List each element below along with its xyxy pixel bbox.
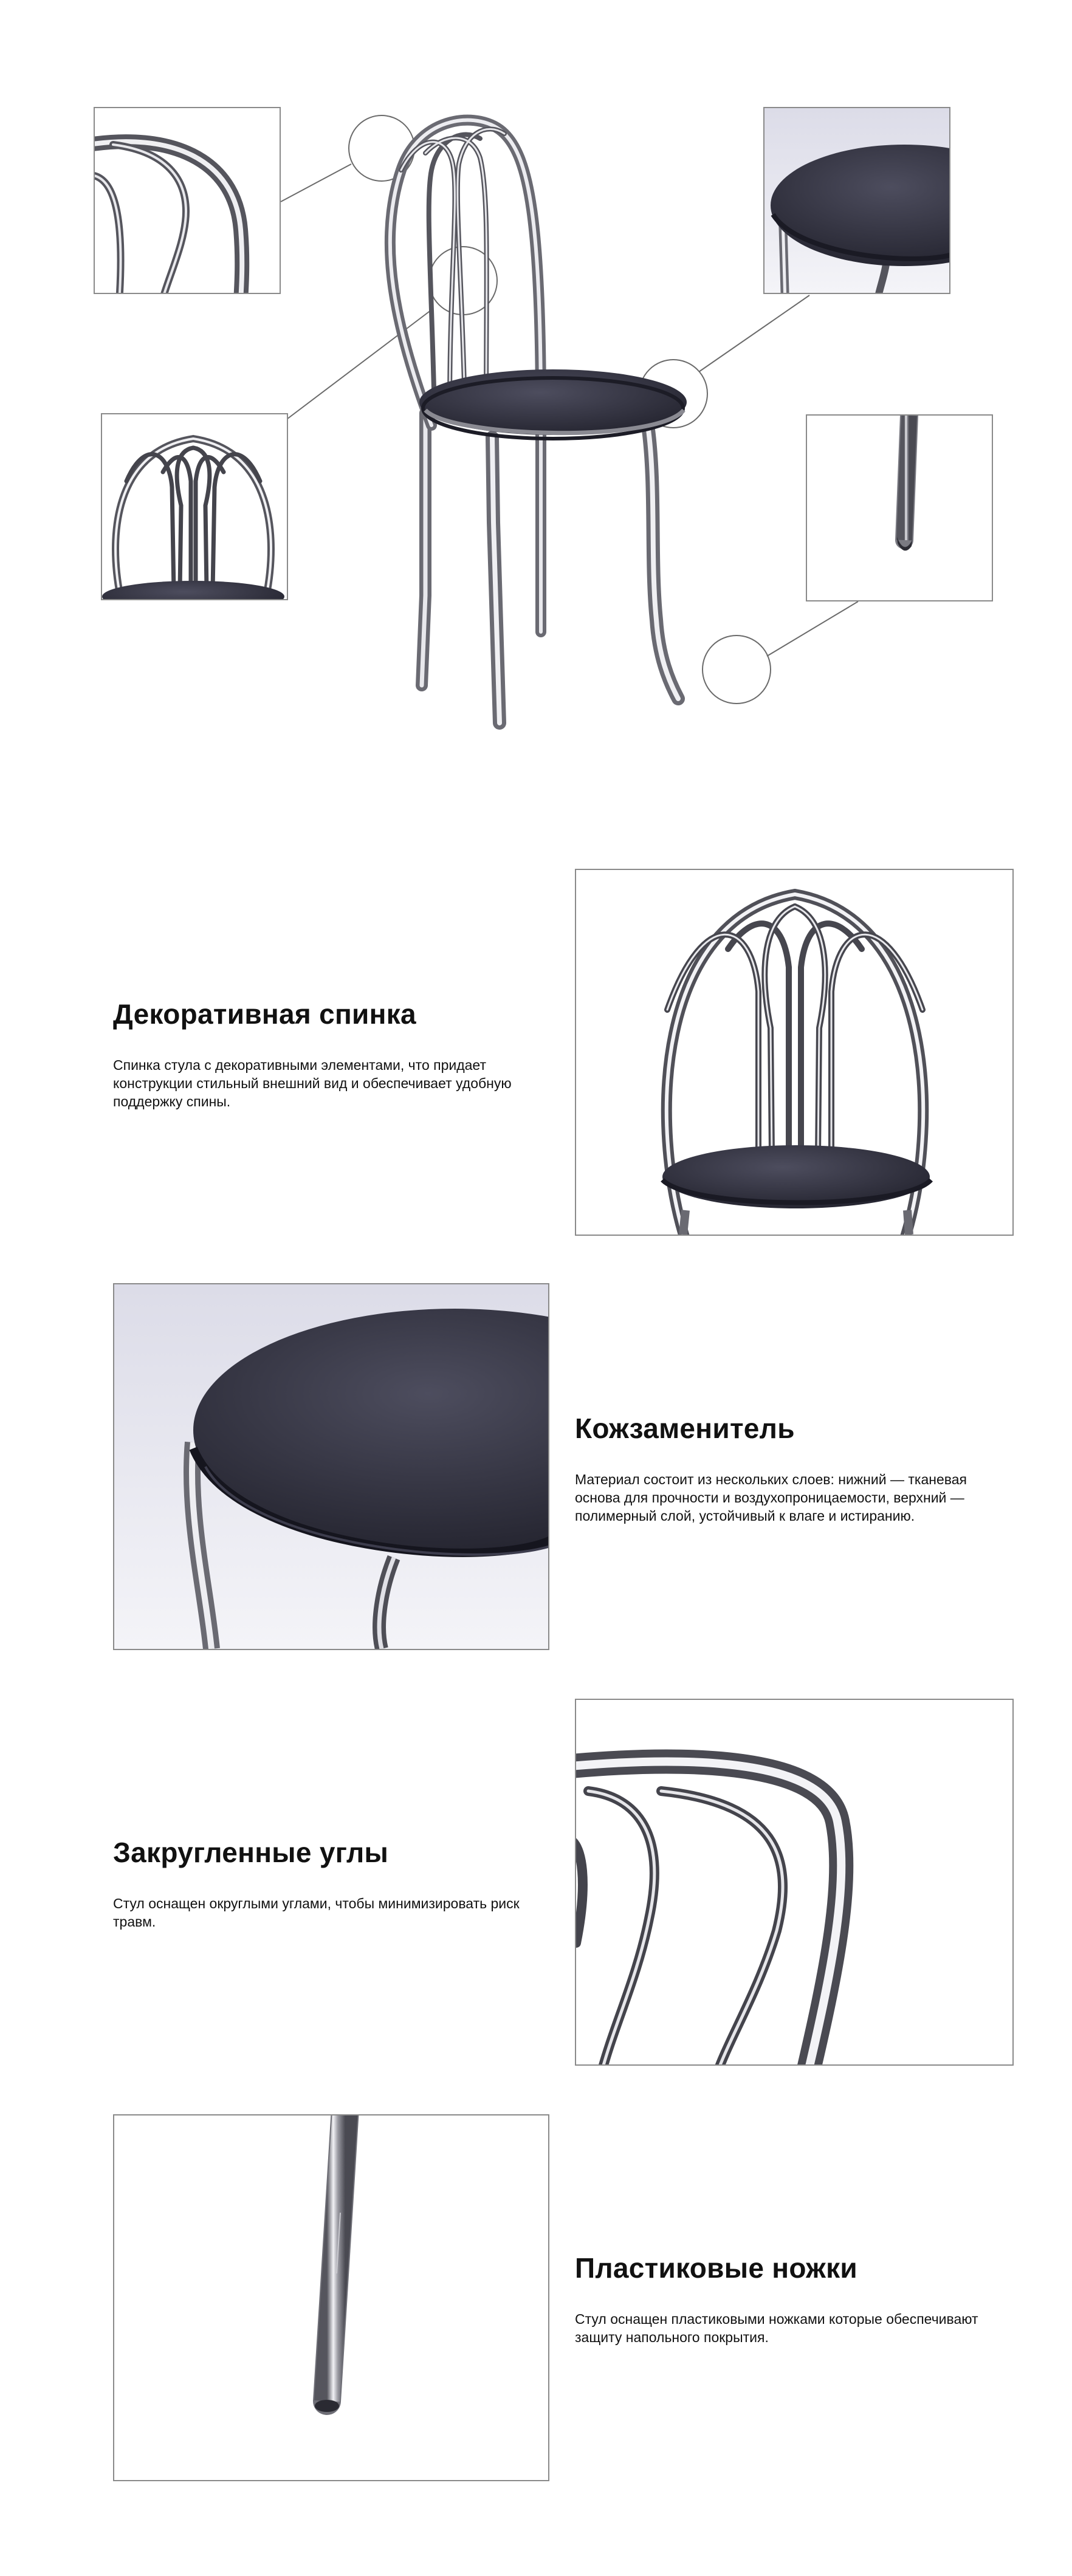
detail-backrest-full <box>101 413 288 600</box>
feature-title-plastic-feet: Пластиковые ножки <box>575 2252 857 2284</box>
feature-desc-plastic-feet: Стул оснащен пластиковыми ножками которые обеспечивают защиту напольного покрытия. <box>575 2311 978 2345</box>
feature-title-decorative-back: Декоративная спинка <box>113 998 416 1030</box>
feature-title-leatherette: Кожзаменитель <box>575 1413 795 1444</box>
detail-backrest-top <box>94 107 281 294</box>
feature-image-decorative-back <box>575 869 1014 1236</box>
hero-section <box>0 0 1072 766</box>
feature-image-leatherette <box>113 1283 549 1650</box>
feature-image-plastic-feet <box>113 2114 549 2481</box>
feature-image-rounded-corners <box>575 1699 1014 2066</box>
feature-title-rounded-corners: Закругленные углы <box>113 1837 389 1868</box>
callout-line-bottom-right <box>767 601 858 656</box>
feature-desc-decorative-back: Спинка стула с декоративными элементами, что придает конструкции стильный внешний вид и обеспечивает удобную поддержку спины. <box>113 1057 512 1109</box>
feature-desc-leatherette: Материал состоит из нескольких слоев: нижний — тканевая основа для прочности и воздухопроницаемости, верхний — полимерный слой, устойчивый к влаге и истиранию. <box>575 1471 967 1524</box>
detail-leg-tip <box>806 414 993 601</box>
chair-main-image <box>340 97 778 741</box>
detail-seat-crop <box>763 107 950 294</box>
feature-desc-rounded-corners: Стул оснащен округлыми углами, чтобы минимизировать риск травм. <box>113 1896 520 1930</box>
